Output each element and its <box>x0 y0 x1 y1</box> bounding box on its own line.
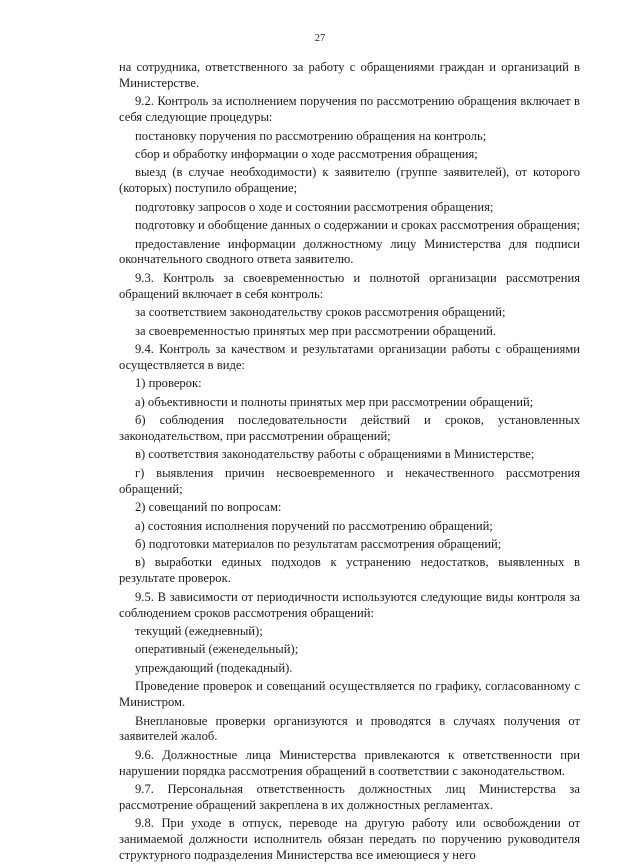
list-item: 2) совещаний по вопросам: <box>135 500 282 515</box>
list-item: за своевременностью принятых мер при рассмотрении обращений. <box>135 323 497 338</box>
paragraph: Внеплановые проверки организуются и проводятся в случаях получения от заявителей жалоб. <box>119 713 580 744</box>
list-item: текущий (ежедневный); <box>135 624 263 638</box>
paragraph-9-4: 9.4. Контроль за качеством и результатами организации работы с обращениями осуществляется в виде: <box>119 342 580 372</box>
list-item: предоставление информации должностному лицу Министерства для подписи окончательного сводного ответа заявителю. <box>119 236 580 267</box>
paragraph-9-2: 9.2. Контроль за исполнением поручения по рассмотрению обращения включает в себя следующие процедуры: <box>119 94 580 125</box>
paragraph-9-3: 9.3. Контроль за своевременностью и полнотой организации рассмотрения обращений включает в себя контроль: <box>119 270 580 301</box>
paragraph-9-8: 9.8. При уходе в отпуск, переводе на другую работу или освобождении от занимаемой должности исполнитель обязан передать по поручению руководителя структурного подразделения Министерства все имеющиеся у него <box>119 816 580 863</box>
paragraph-9-5: 9.5. В зависимости от периодичности используются следующие виды контроля за соблюдением сроков рассмотрения обращений: <box>119 589 580 620</box>
list-item: а) объективности и полноты принятых мер при рассмотрении обращений; <box>135 394 534 409</box>
document-body <box>119 60 580 867</box>
list-item: оперативный (еженедельный); <box>135 642 299 657</box>
list-item: в) выработки единых подходов к устранению недостатков, выявленных в результате проверок. <box>119 555 580 586</box>
list-item: постановку поручения по рассмотрению обращения на контроль; <box>135 128 487 143</box>
list-item: г) выявления причин несвоевременного и некачественного рассмотрения обращений; <box>119 465 580 496</box>
paragraph: Проведение проверок и совещаний осуществляется по графику, согласованному с Министром. <box>119 679 580 710</box>
list-item: б) соблюдения последовательности действий и сроков, установленных законодательством, при рассмотрении обращений; <box>119 413 580 444</box>
paragraph-continuation: на сотрудника, ответственного за работу с обращениями граждан и организаций в Министерстве. <box>119 60 580 90</box>
list-item: упреждающий (подекадный). <box>135 660 293 675</box>
list-item: б) подготовки материалов по результатам рассмотрения обращений; <box>135 536 502 551</box>
list-item: подготовку запросов о ходе и состоянии рассмотрения обращения; <box>135 199 494 214</box>
list-item: за соответствием законодательству сроков рассмотрения обращений; <box>135 305 506 320</box>
list-item: выезд (в случае необходимости) к заявителю (группе заявителей), от которого (которых) поступило обращение; <box>119 165 580 196</box>
paragraph-9-6: 9.6. Должностные лица Министерства привлекаются к ответственности при нарушении порядка рассмотрения обращений в соответствии с законодательством. <box>119 747 580 778</box>
page-number: 27 <box>314 33 326 44</box>
list-item: а) состояния исполнения поручений по рассмотрению обращений; <box>135 518 493 533</box>
list-item: 1) проверок: <box>135 376 202 391</box>
list-item: в) соответствия законодательству работы с обращениями в Министерстве; <box>135 447 535 462</box>
list-item: подготовку и обобщение данных о содержании и сроках рассмотрения обращения; <box>135 218 580 233</box>
list-item: сбор и обработку информации о ходе рассмотрения обращения; <box>135 147 478 162</box>
paragraph-9-7: 9.7. Персональная ответственность должностных лиц Министерства за рассмотрение обращений закреплена в их должностных регламентах. <box>119 782 580 813</box>
